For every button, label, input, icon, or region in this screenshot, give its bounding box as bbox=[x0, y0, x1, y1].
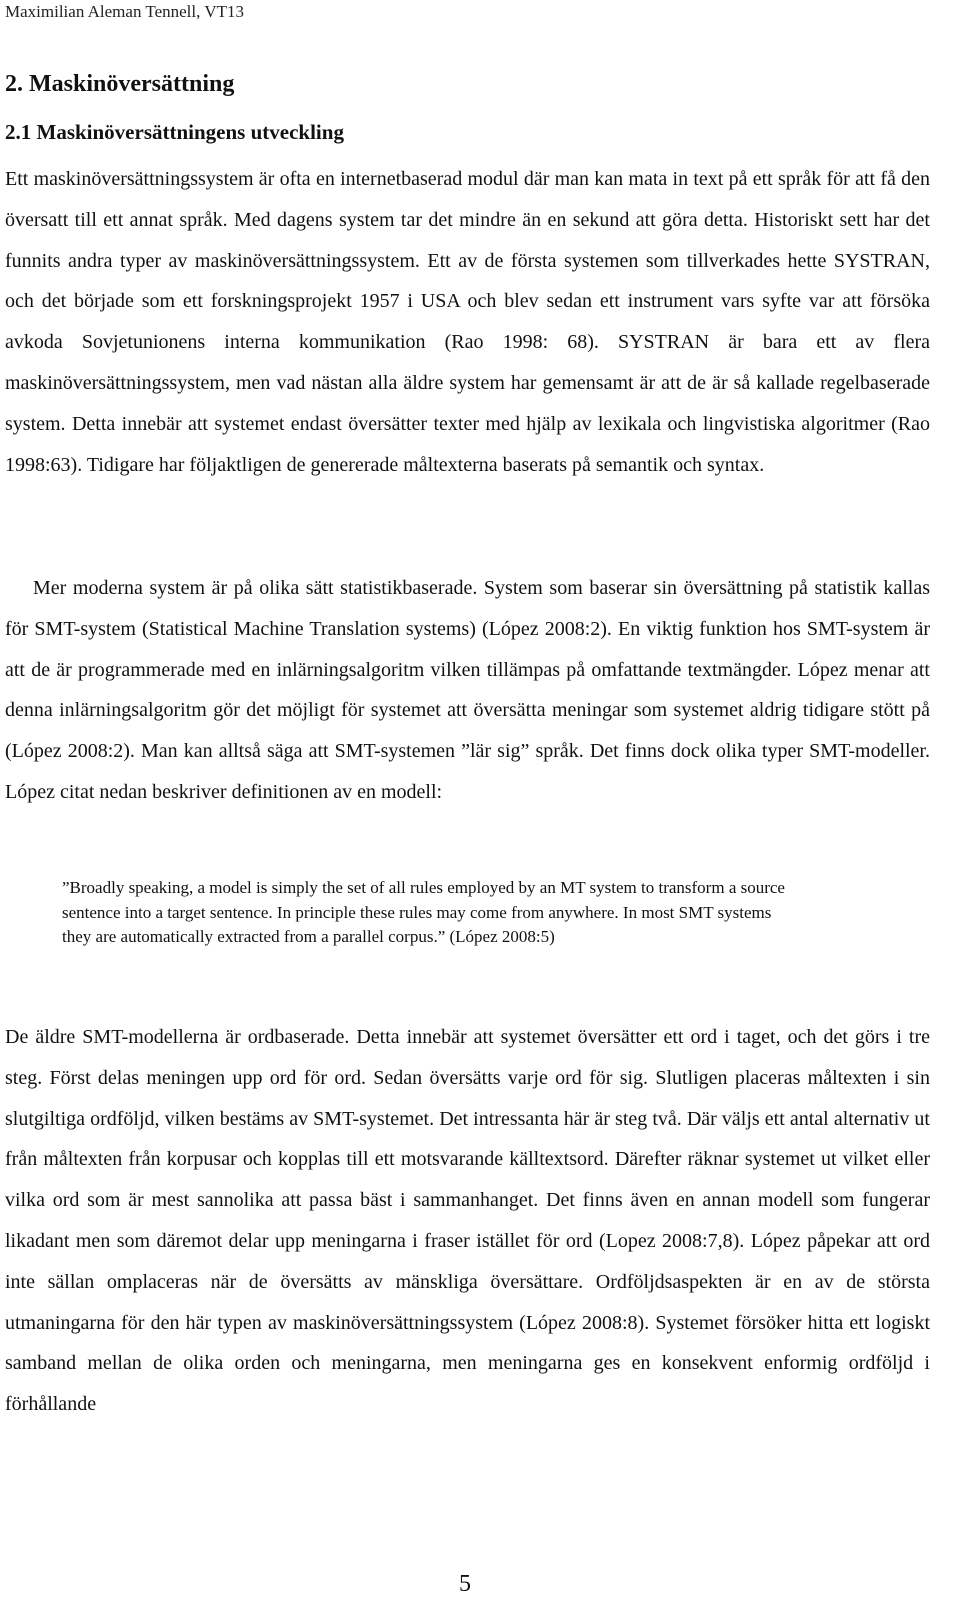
body-paragraph-1: Ett maskinöversättningssystem är ofta en internetbaserad modul där man kan mata in text på ett språk för att få den översatt till ett annat språk. Med dagens system tar det mindre än en sekund att göra detta. Historiskt sett har det funnits andra typer av maskinöversättningssystem. Ett av de första systemen som tillverkades hette SYSTRAN, och det började som ett forskningsprojekt 1957 i USA och blev sedan ett instrument vars syfte var att försöka avkoda Sovjetunionens interna kommunikation (Rao 1998: 68). SYSTRAN är bara ett av flera maskinöversättningssystem, men vad nästan alla äldre system har gemensamt är att de är så kallade regelbaserade system. Detta innebär att systemet endast översätter texter med hjälp av lexikala och lingvistiska algoritmer (Rao 1998:63). Tidigare har följaktligen de genererade måltexterna baserats på semantik och syntax. bbox=[5, 168, 930, 476]
body-paragraph-2: Mer moderna system är på olika sätt statistikbaserade. System som baserar sin översättning på statistik kallas för SMT-system (Statistical Machine Translation systems) (López 2008:2). En viktig funktion hos SMT-system är att de är programmerade med en inlärningsalgoritm vilken tillämpas på omfattande textmängder. López menar att denna inlärningsalgoritm gör det möjligt för systemet att översätta meningar som systemet aldrig tidigare stött på (López 2008:2). Man kan alltså säga att SMT-systemen ”lär sig” språk. Det finns dock olika typer SMT-modeller. López citat nedan beskriver definitionen av en modell: bbox=[5, 577, 930, 803]
body-paragraph-3: De äldre SMT-modellerna är ordbaserade. Detta innebär att systemet översätter ett ord i taget, och det görs i tre steg. Först delas meningen upp ord för ord. Sedan översätts varje ord för sig. Slutligen placeras måltexten i sin slutgiltiga ordföljd, vilken bestäms av SMT-systemet. Det intressanta här är steg två. Där väljs ett antal alternativ ut från måltexten från korpusar och kopplas till ett motsvarande källtextsord. Därefter räknar systemet ut vilket eller vilka ord som är mest sannolika att passa bäst i sammanhanget. Det finns även en annan modell som fungerar likadant men som däremot delar upp meningarna i fraser istället för ord (Lopez 2008:7,8). López påpekar att ord inte sällan omplaceras när de översätts av mänskliga översättare. Ordföljdsaspekten är en av de största utmaningarna för den här typen av maskinöversättningssystem (López 2008:8). Systemet försöker hitta ett logiskt samband mellan de olika orden och meningarna, men meningarna ges en konsekvent enformig ordföljd i förhållande bbox=[5, 1026, 930, 1416]
running-header: Maximilian Aleman Tennell, VT13 bbox=[5, 2, 244, 21]
chapter-heading: 2. Maskinöversättning bbox=[5, 71, 235, 97]
block-quote: ”Broadly speaking, a model is simply the set of all rules employed by an MT system to transform a source sentence into a target sentence. In principle these rules may come from anywhere. In most SMT systems they are automatically extracted from a parallel corpus.” (López 2008:5) bbox=[62, 878, 785, 946]
section-heading: 2.1 Maskinöversättningens utveckling bbox=[5, 120, 344, 144]
page-number: 5 bbox=[459, 1571, 471, 1597]
